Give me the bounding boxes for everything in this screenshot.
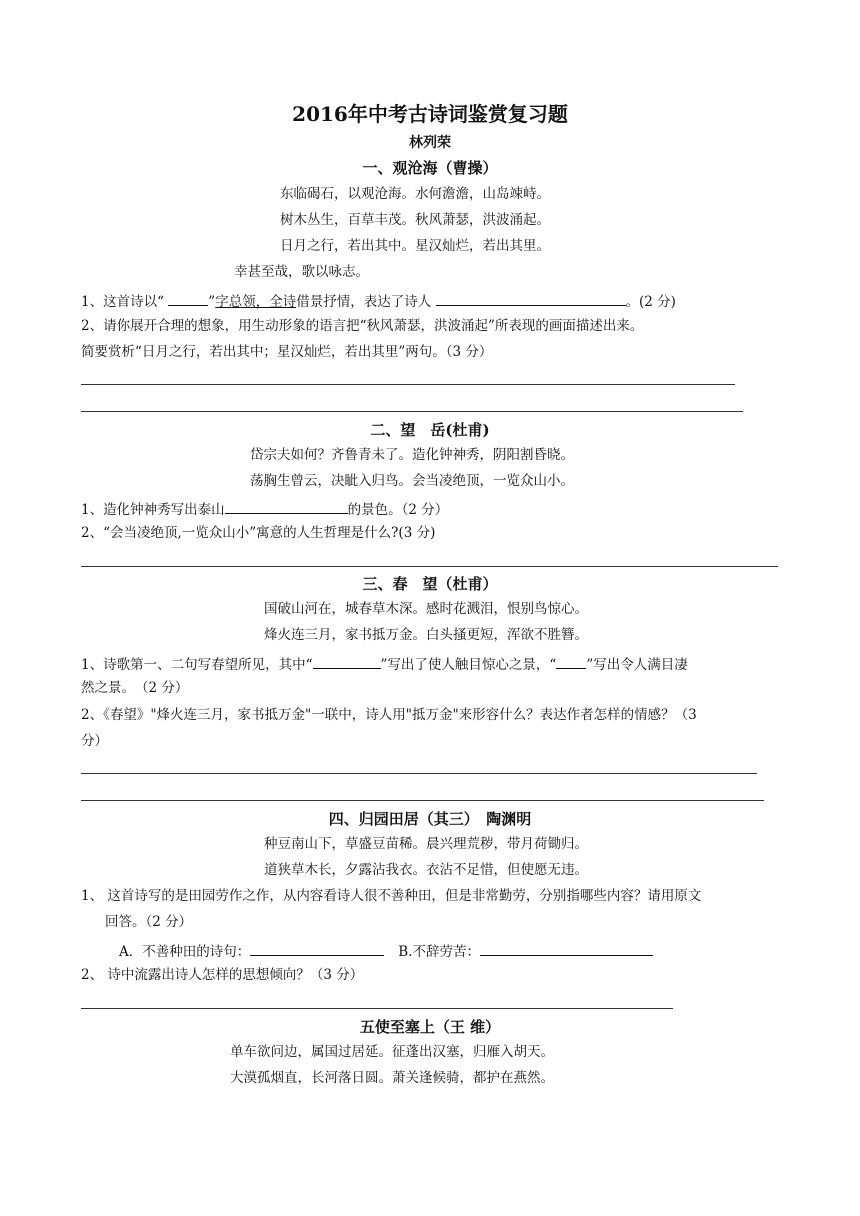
poem-line: 树木丛生，百草丰茂。秋风萧瑟，洪波涌起。 <box>280 212 550 228</box>
poem-line: 幸甚至哉，歌以咏志。 <box>234 264 369 280</box>
poem-line: 日月之行，若出其中。星汉灿烂，若出其里。 <box>280 238 550 254</box>
question-4-1: 1、 这首诗写的是田园劳作之作，从内容看诗人很不善种田，但是非常勤劳，分别指哪些内容？请用原文 <box>81 888 702 904</box>
answer-blank[interactable] <box>556 656 586 669</box>
answer-line[interactable] <box>81 411 743 412</box>
poem-line: 国破山河在，城春草木深。感时花溅泪，恨别鸟惊心。 <box>264 601 588 617</box>
author-name: 林列荣 <box>409 135 451 151</box>
question-3-2-cont: 分） <box>81 733 108 749</box>
question-1-3: 简要赏析“日月之行，若出其中；星汉灿烂，若出其里”两句。（3 分） <box>81 344 493 360</box>
answer-blank[interactable] <box>436 293 626 306</box>
section-5-heading: 五使至塞上（王 维） <box>359 1018 501 1036</box>
answer-blank[interactable] <box>225 501 348 514</box>
poem-line: 荡胸生曾云，决眦入归鸟。会当凌绝顶，一览众山小。 <box>250 473 574 489</box>
answer-line[interactable] <box>81 773 757 774</box>
answer-blank[interactable] <box>480 943 653 956</box>
poem-line: 单车欲问边，属国过居延。征蓬出汉塞，归雁入胡天。 <box>230 1044 554 1060</box>
poem-line: 大漠孤烟直，长河落日圆。萧关逢候骑，都护在燕然。 <box>230 1070 554 1086</box>
question-4-1-cont: 回答。（2 分） <box>105 914 193 930</box>
question-3-1: 1、诗歌第一、二句写春望所见，其中“ ”写出了使人触目惊心之景，“ ”写出令人满目凄 <box>81 657 688 673</box>
section-2-heading: 二、望 岳(杜甫) <box>370 421 490 439</box>
poem-line: 烽火连三月，家书抵万金。白头搔更短，浑欲不胜簪。 <box>264 627 588 643</box>
question-4-2: 2、 诗中流露出诗人怎样的思想倾向？（3 分） <box>81 967 364 983</box>
answer-line[interactable] <box>81 566 778 567</box>
poem-line: 东临碣石，以观沧海。水何澹澹，山岛竦峙。 <box>280 186 550 202</box>
section-3-heading: 三、春 望（杜甫） <box>362 575 498 593</box>
document-title: 2016年中考古诗词鉴赏复习题 <box>292 102 568 126</box>
answer-line[interactable] <box>81 1008 673 1009</box>
question-4-options: A．不善种田的诗句： B.不辞劳苦： <box>119 943 653 960</box>
question-3-1-cont: 然之景。 （2 分） <box>81 680 189 696</box>
answer-line[interactable] <box>81 800 764 801</box>
question-3-2: 2、《春望》"烽火连三月，家书抵万金"一联中，诗人用"抵万金"来形容什么？表达作者怎样的情感？（3 <box>81 707 697 723</box>
answer-line[interactable] <box>81 384 735 385</box>
poem-line: 道狭草木长，夕露沾我衣。衣沾不足惜，但使愿无违。 <box>264 862 588 878</box>
section-1-heading: 一、观沧海（曹操） <box>362 159 498 177</box>
question-1-1: 1、这首诗以“ ”字总领，全诗借景抒情，表达了诗人 。(2 分) <box>81 294 676 310</box>
answer-blank[interactable] <box>313 656 381 669</box>
section-4-heading: 四、归园田居（其三） 陶渊明 <box>328 810 532 828</box>
question-2-1: 1、造化钟神秀写出泰山 的景色。（2 分） <box>81 502 449 518</box>
poem-line: 种豆南山下，草盛豆苗稀。晨兴理荒秽，带月荷锄归。 <box>264 836 588 852</box>
answer-blank[interactable] <box>168 293 208 306</box>
poem-line: 岱宗夫如何？齐鲁青未了。造化钟神秀，阴阳割昏晓。 <box>250 447 574 463</box>
question-2-2: 2、“会当凌绝顶,一览众山小”寓意的人生哲理是什么?(3 分) <box>81 525 436 541</box>
answer-blank[interactable] <box>250 943 384 956</box>
question-1-2: 2、请你展开合理的想象，用生动形象的语言把“秋风萧瑟，洪波涌起”所表现的画面描述出来。 <box>81 318 644 334</box>
